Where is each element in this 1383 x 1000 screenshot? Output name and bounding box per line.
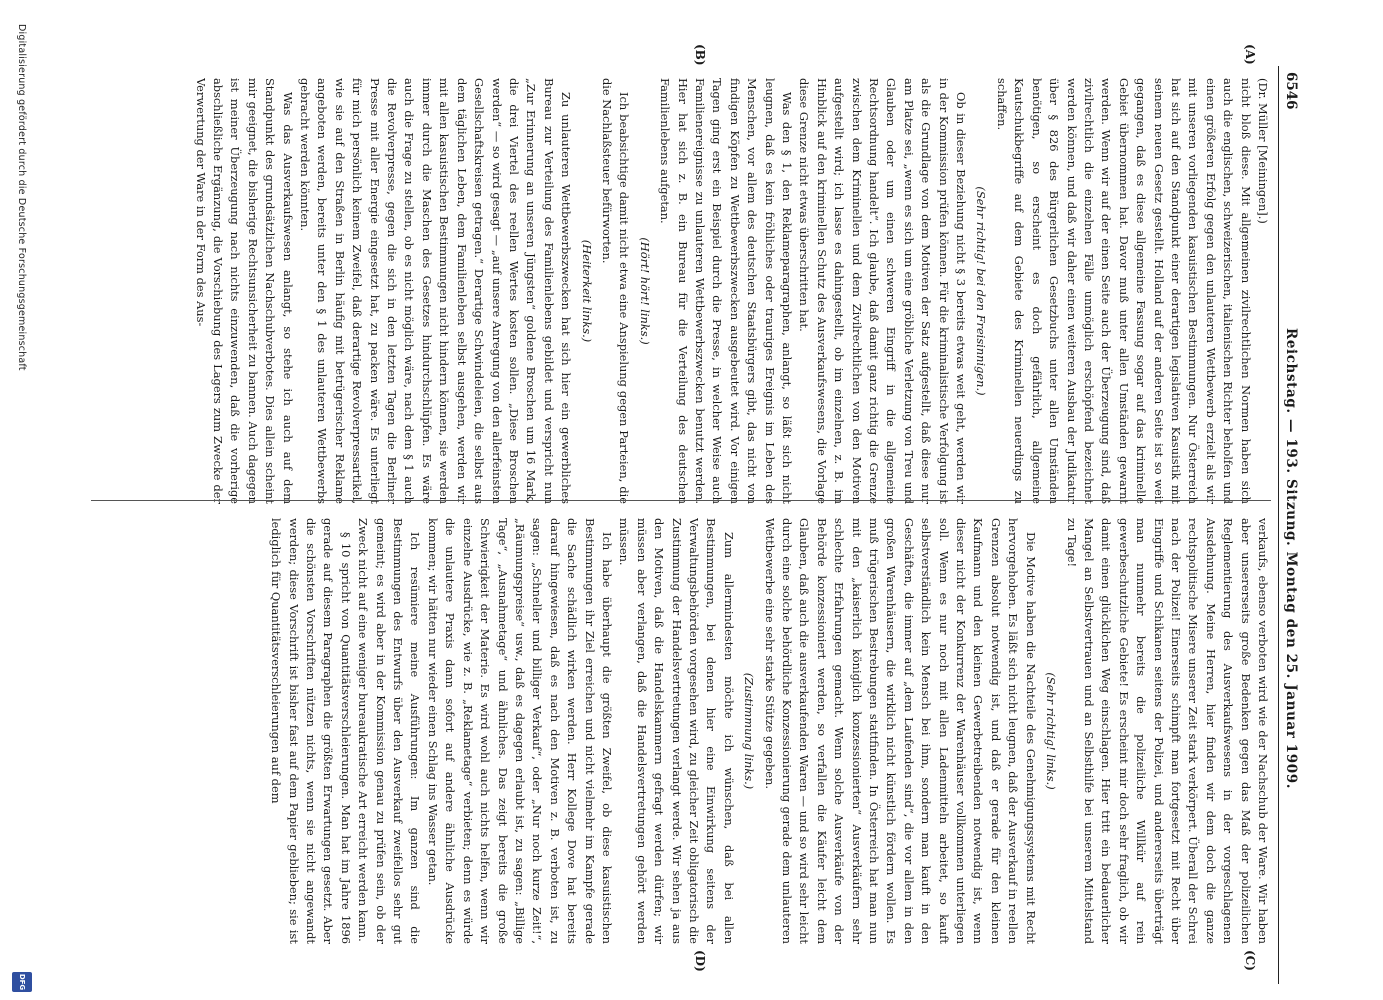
interjection: (Sehr richtig! bei den Freisinnigen.) [974, 186, 989, 396]
interjection: (Heiterkeit links.) [579, 239, 594, 343]
interjection: (Sehr richtig! links.) [1044, 672, 1059, 790]
interjection: (Zustimmung links.) [742, 672, 757, 790]
speaker-line: (Dr. Müller [Meiningen].) [1256, 78, 1270, 224]
paragraph: Was das Ausverkaufswesen anlangt, so stehe ich auch auf dem Standpunkt des grundsätzlichen Nachschubverbotes. Dies allein scheint mir geeignet, die bisherige Rechtsunsicherheit zu bannen. Auch dagegen ist meiner Überzeugung nach nichts einzuwenden, daß die vorherige abschließliche Ergänzung, die Vorschiebung des Lagers zum Zwecke der Verwertung der Ware in der Form des Aus- [193, 78, 295, 504]
column-divider [91, 500, 1271, 501]
right-column [91, 518, 1271, 944]
margin-marker-d: (D) [693, 950, 707, 972]
paragraph: nicht bloß diese. Mit allgemeinen zivilrechtlichen Normen haben sich auch die englischen, schweizerischen, italienischen Richter beholfen und einen größeren Erfolg gegen den unlauteren Wettbewerb erzielt als wir mit unseren vorliegenden kasuistischen Bestimmungen. Nur Österreich hat sich auf den Standpunkt einer derartigen legislativen Kasuistik mit seinem neuen Gesetz gestellt. Holland auf der anderen Seite ist so weit gegangen, daß es diese allgemeine Fassung sogar auf das kriminelle Gebiet übernommen hat. Davor muß unter allen Umständen gewarnt werden. Wenn wir auf der einen Seite auch der Überzeugung sind, daß zivilrechtlich die einzelnen Fälle unmöglich erschöpfend bezeichnet werden können, und daß wir daher einen weiteren Ausbau der Judikatur über § 826 des Bürgerlichen Gesetzbuchs unter allen Umständen benötigen, so erscheint es doch gefährlich, allgemeine Kautschukbegriffe auf dem Gebiete des Kriminellen neuerdings zu schaffen. [994, 78, 1253, 504]
margin-marker-c: (C) [1243, 950, 1257, 971]
header-rule [1278, 66, 1279, 984]
digitization-credit: Digitalisierung gefördert durch die Deutsche Forschungsgemeinschaft [16, 24, 27, 371]
left-column [91, 78, 1271, 504]
page-number: 6546 [1283, 72, 1299, 110]
margin-marker-a: (A) [1243, 44, 1257, 65]
paragraph: Zu unlauteren Wettbewerbszwecken hat sich hier ein gewerbliches Bureau zur Verteilung des Familienlebens gebildet und verspricht nun „Zur Erinnerung an unseren Jüngsten“ goldene Broschen um 16 Mark, die drei Viertel des reellen Wertes kosten sollen. „Diese Broschen werden“ — so wird gesagt — „auf unsere Anregung von den allerfeinsten Gesellschaftskreisen getragen.“ Derartige Schwindeleien, die selbst aus dem täglichen Leben, dem Familienleben selbst ausgehen, werden wir mit allen kasuistischen Bestimmungen nicht hindern können, sie werden immer durch die Maschen des Gesetzes hindurchschlüpfen. Es wäre auch die Frage zu stellen, ob es nicht möglich wäre, nach dem § 1 auch die Revolverpresse, gegen die sich in den letzten Tagen die Berliner Presse mit aller Energie eingesetzt hat, zu packen wäre. Es unterliegt für mich persönlich keinem Zweifel, daß derartige Revolverpressartikel, wie sie auf den Straßen in Berlin häufig mit betrügerischer Reklame angeboten werden, bereits unter den § 1 des unlauteren Wettbewerbs gebracht werden könnten. [298, 78, 574, 504]
paragraph: Ich beabsichtige damit nicht etwa eine Anspielung gegen Parteien, die die Nachlaßsteuer befürworten. [599, 78, 632, 504]
interjection: (Hört! hört! links.) [637, 237, 652, 345]
paragraph: Was den § 1, den Reklameparagraphen, anlangt, so läßt sich nicht leugnen, daß es kein fröhliches oder trauriges Ereignis im Leben des Menschen, vor allem des deutschen Staatsbürgers gibt, das nicht von findigen Köpfen zu Wettbewerbszwecken ausgebeutet wird. Vor einigen Tagen ging erst ein Beispiel durch die Presse, in welcher Weise auch Familienereignisse zu unlauteren Wettbewerbszwecken benutzt werden. Hier hat sich z. B. ein Bureau für die Verteilung des deutschen Familienlebens aufgetan. [658, 78, 795, 504]
paragraph: Zum allermindesten möchte ich wünschen, daß bei allen Bestimmungen, bei denen hier eine Einwirkung seitens der Verwaltungsbehörden vorgesehen wird, zu gleicher Zeit obligatorisch die Zustimmung der Handelsvertretungen verlangt werde. Wir sehen ja aus den Motiven, daß die Handelskammern gefragt werden dürfen; wir müssen aber verlangen, daß die Handelsvertretungen gehört werden müssen. [617, 518, 736, 944]
margin-marker-b: (B) [693, 44, 707, 66]
header-title: Reichstag. — 193. Sitzung. Montag den 25. Januar 1909. [1283, 328, 1299, 790]
paragraph: Ich habe überhaupt die größten Zweifel, ob diese kasuistischen Bestimmungen ihr Ziel erreichen und nicht vielmehr im Kampfe gerade die Sache schädlich wirken werden. Herr Kollege Dove hat bereits darauf hingewiesen, daß es nach den Motiven z. B. verboten ist, zu sagen: „Schneller und billiger Verkauf“, oder „Nur noch kurze Zeit!“, „Räumungspreise“ usw., daß es dagegen erlaubt ist, zu sagen: „Billige Tage“, „Ausnahmetage“ und ähnliches. Das zeigt bereits die große Schwierigkeit der Materie. Es wird wohl auch nichts helfen, wenn wir einzelne Ausdrücke, wie z. B. „Reklametage“ verbieten; denn es würde die unlautere Praxis dann sofort auf andere ähnliche Ausdrücke kommen; wir hätten nur wieder einen Schlag ins Wasser getan. [425, 518, 614, 944]
paragraph: verkaufs, ebenso verboten wird wie der Nachschub der Ware. Wir haben aber unsererseits große Bedenken gegen das Maß der polizeilichen Reglementierung des Ausverkaufswesens in der vorgeschlagenen Ausdehnung. Meine Herren, hier finden wir dem doch die ganze rechtspolitische Misere unserer Zeit stark verkörpert. Überall der Schrei nach der Polizei! Einerseits schimpft man fortgesetzt mit Recht über Eingriffe und Schikanen seitens der Polizei, und andererseits überträgt man nunmehr bereits die polizeiliche Willkür auf rein gewerbeschutzliche Gebiete! Es erscheint mir doch sehr fraglich, ob wir damit einen glücklichen Weg einschlagen. Hier tritt ein bedauerlicher Mangel an Selbstvertrauen und an Selbsthilfe bei unserem Mittelstand zu Tage! [1064, 518, 1270, 944]
paragraph: Ich resümiere meine Ausführungen: Im ganzen sind die Bestimmungen des Entwurfs über den Ausverkauf zweifellos sehr gut gemeint; es wird aber in der Kommission genau zu prüfen sein, ob der Zweck nicht auf eine weniger bureaukratische Art erreicht werden kann. [356, 518, 423, 944]
dfg-logo: DFG [12, 972, 32, 992]
paragraph: Ob in dieser Beziehung nicht § 3 bereits etwas weit geht, werden wir in der Kommission prüfen können. Für die kriminalistische Verfolgung ist als die Grundlage von dem Motiven der Satz aufgestellt, daß diese nur am Platze sei, „wenn es sich um eine gröbliche Verletzung von Treu und Glauben oder um einen schweren Eingriff in die allgemeine Rechtsordnung handelt“. Ich glaube, daß damit ganz richtig die Grenze zwischen dem Kriminellen und dem Zivilrechtlichen von den Motiven aufgestellt wird; ich lasse es dahingestellt, ob im einzelnen, z. B. im Hinblick auf den kriminellen Schutz des Ausverkaufswesens, die Vorlage diese Grenze nicht etwas überschritten hat. [797, 78, 969, 504]
page-header [1279, 66, 1299, 1000]
paragraph: § 10 spricht von Quantitätsverschleierungen. Man hat im Jahre 1896 gerade auf diesem Paragraphen die größten Erwartungen gesetzt. Aber die schönsten Vorschriften nützen nichts, wenn sie nicht angewandt werden; diese Vorschrift ist bisher fast auf dem Papier geblieben; sie ist lediglich für Quantitätsverschleierungen auf dem [269, 518, 353, 944]
paragraph: Die Motive haben die Nachteile des Genehmigungssystems mit Recht hervorgehoben. Es läßt sich nicht leugnen, daß der Ausverkauf in reellen Grenzen absolut notwendig ist, und daß er gerade für den kleinen Kaufmann und den kleinen Gewerbetreibenden notwendig ist, wenn dieser nicht der Konkurrenz der Warenhäuser vollkommen unterliegen soll. Wenn es nur noch mit allen Ladenmitteln arbeitet, so kauft selbstverständlich kein Mensch bei ihm, sondern man kauft in den Geschäften, die immer auf „dem Laufenden sind“, die vor allem in den großen Warenhäusern, die wirklich nicht künstlich fördern wollen. Es muß trügerischen Bestrebungen stattfinden. In Österreich hat man nun mit den „kaiserlich königlich konzessionierten“ Ausverkäufern sehr schlechte Erfahrungen gemacht. Wenn solche Ausverkäufe von der Behörde konzessioniert werden, so verfallen die Käufer leicht dem Glauben, daß auch die ausverkaufenden Waren — und so wird sehr leicht durch eine solche behördliche Konzessionierung gerade dem unlauteren Wettbewerbe eine sehr starke Stütze gegeben. [762, 518, 1038, 944]
